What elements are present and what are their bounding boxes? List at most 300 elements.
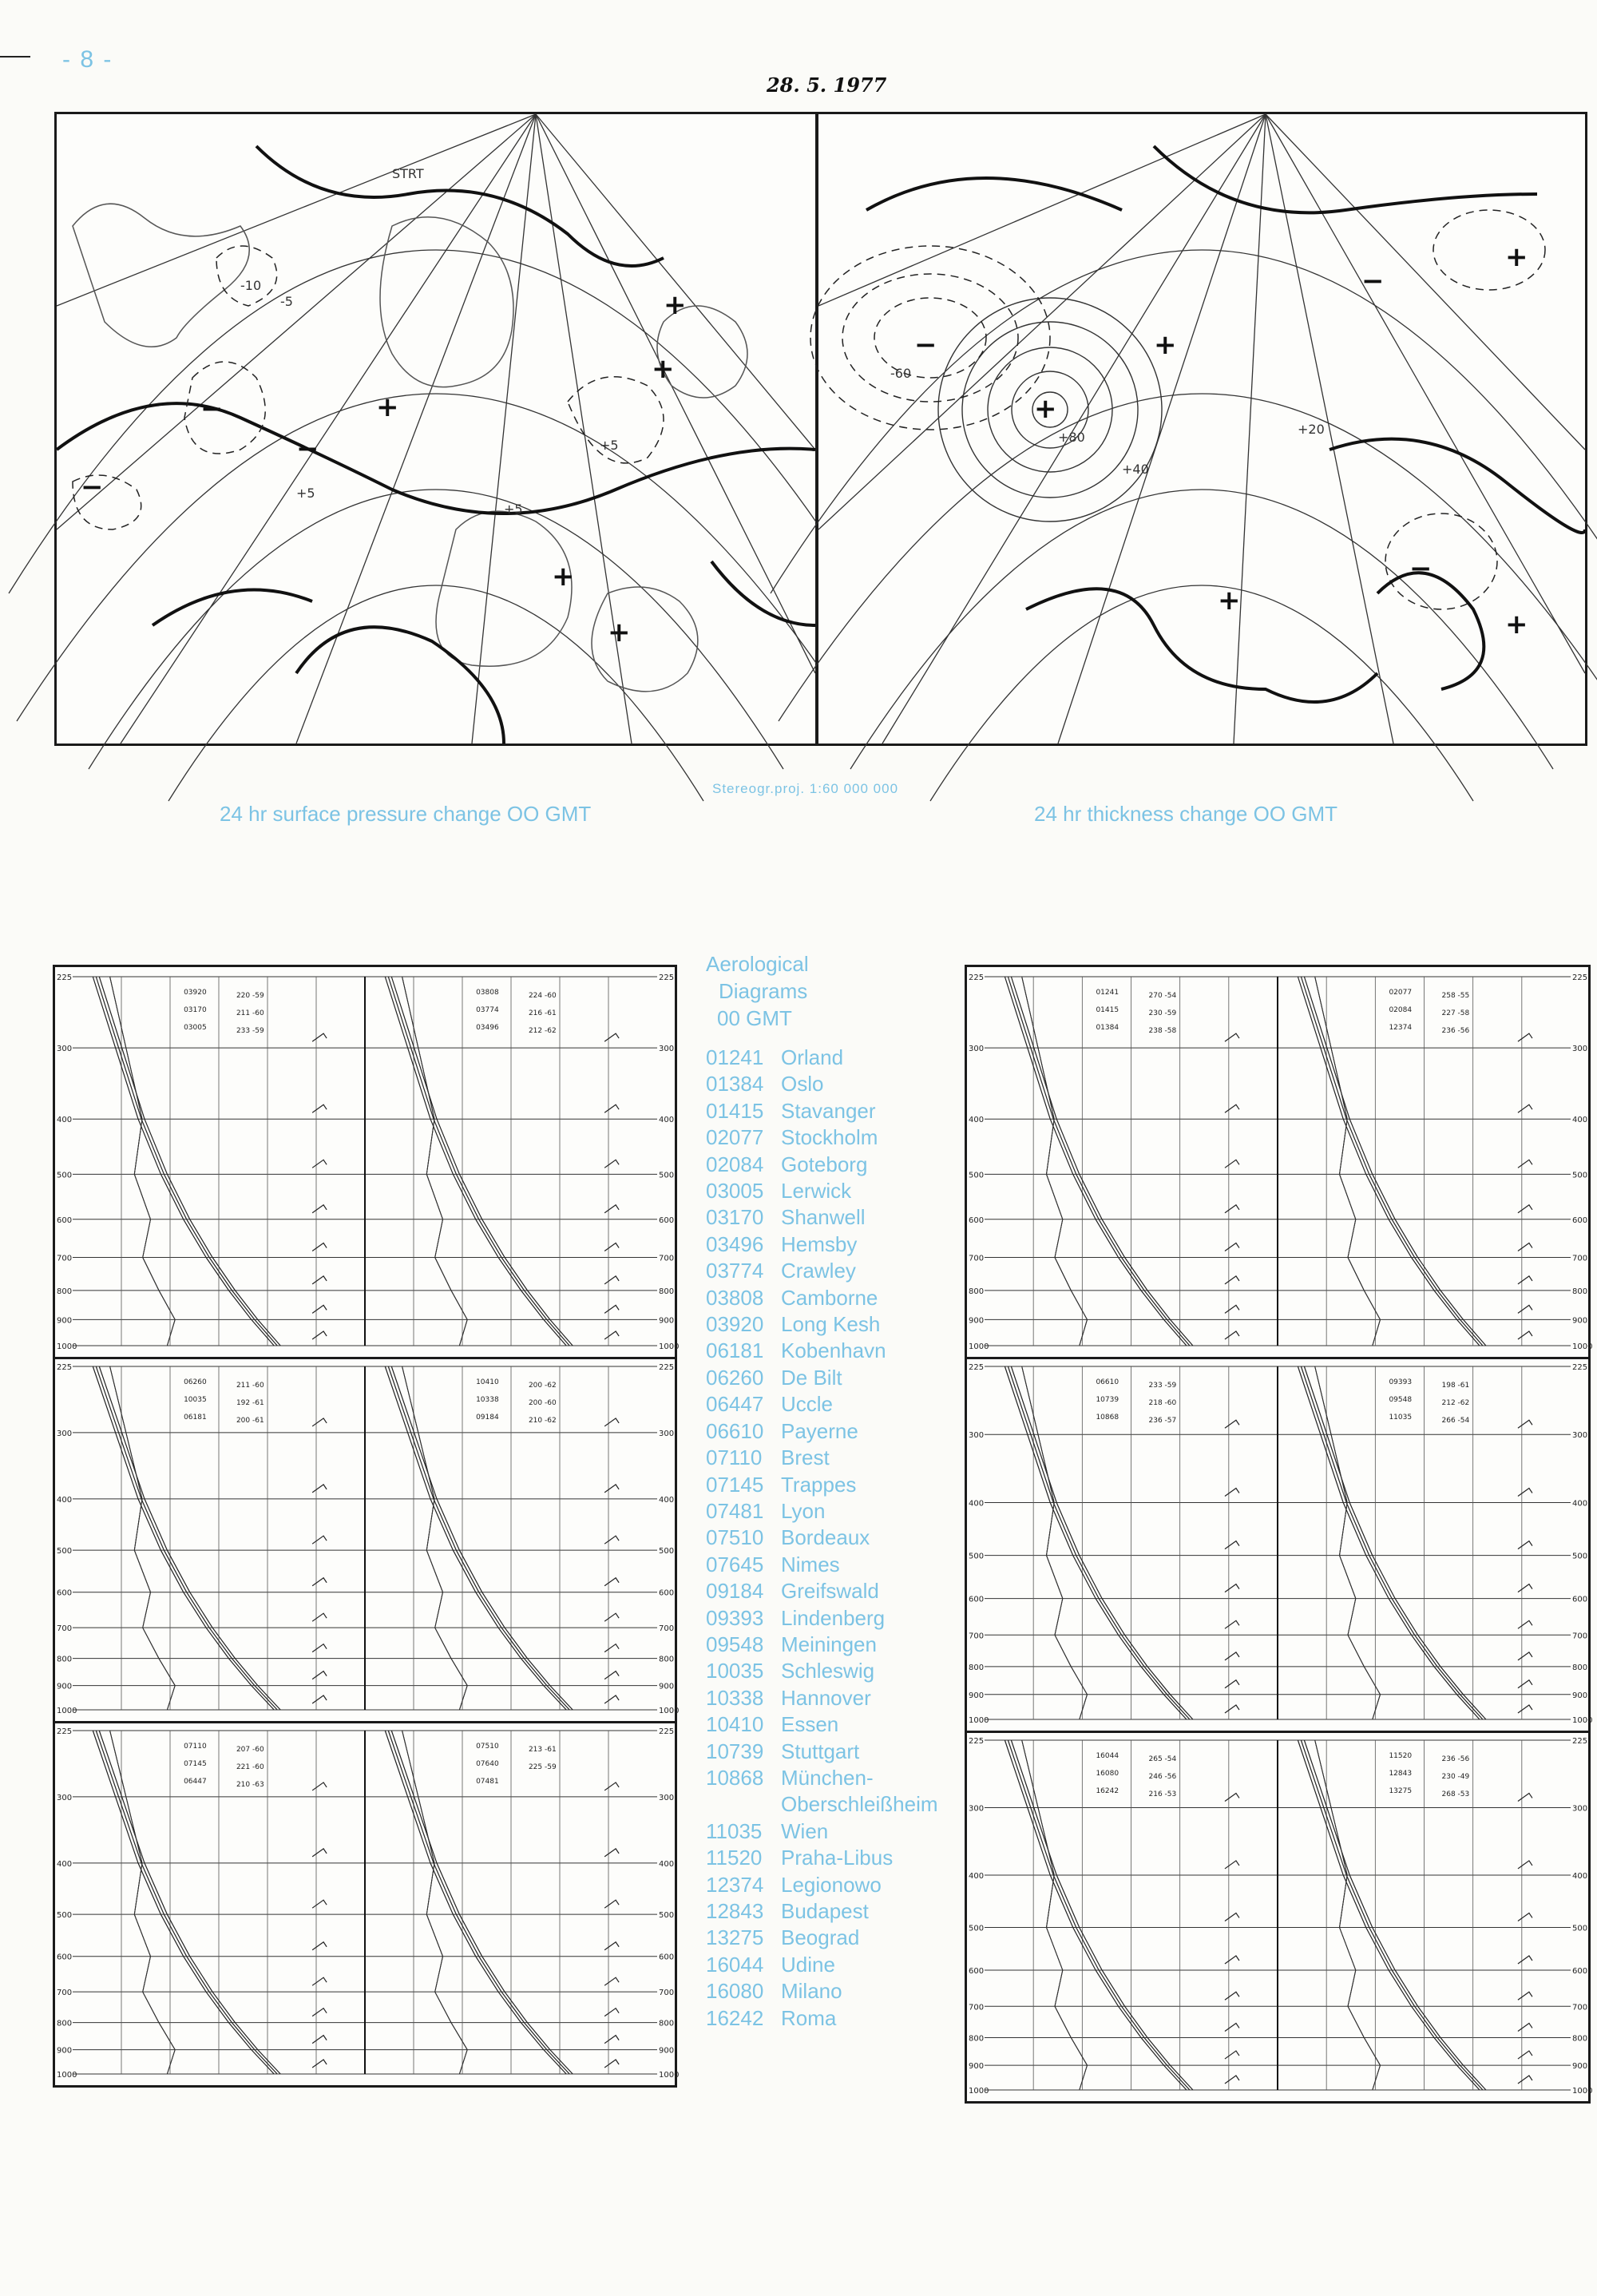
pressure-label: 500 <box>659 1911 675 1921</box>
diagram-station-code: 01384 <box>1096 1024 1119 1032</box>
pressure-label: 400 <box>1572 1499 1588 1509</box>
diagram-drawing <box>967 1357 1593 1731</box>
pressure-label: 225 <box>659 974 675 982</box>
diagram-station-code: 12843 <box>1389 1770 1413 1778</box>
diagram-station-value: 266 -54 <box>1441 1417 1470 1425</box>
station-code: 03170 <box>706 1205 764 1230</box>
wind-barb <box>1518 1205 1532 1213</box>
station-name: München- <box>781 1765 874 1790</box>
wind-barb <box>1225 1276 1239 1284</box>
pressure-label: 900 <box>57 1316 73 1326</box>
diagram-station-value: 218 -60 <box>1148 1399 1177 1407</box>
station-name: Meiningen <box>781 1632 877 1656</box>
pressure-label: 700 <box>659 1254 675 1263</box>
wind-barb <box>312 1578 327 1586</box>
map-left-drawing <box>57 114 815 744</box>
pressure-label: 900 <box>659 1682 675 1691</box>
svg-text:−: − <box>81 471 104 503</box>
station-code: 02084 <box>706 1152 764 1176</box>
wind-barb <box>1225 1680 1239 1688</box>
wind-barb <box>604 1900 619 1908</box>
wind-barb <box>1225 1420 1239 1428</box>
wind-barb <box>1518 1584 1532 1592</box>
diagram-station-value: 200 -62 <box>528 1382 557 1390</box>
wind-barb <box>1225 1033 1239 1041</box>
wind-barb <box>1518 1861 1532 1869</box>
station-entry <box>706 1765 961 1791</box>
pressure-label: 700 <box>57 1254 73 1263</box>
wind-barb <box>604 1104 619 1112</box>
station-name: Lerwick <box>781 1179 852 1204</box>
wind-barb <box>1518 1305 1532 1313</box>
diagram-station-value: 211 -60 <box>236 1382 264 1390</box>
pressure-label: 1000 <box>659 2071 680 2080</box>
station-name: Bordeaux <box>781 1525 870 1550</box>
svg-text:+: + <box>664 289 687 321</box>
pressure-label: 225 <box>57 974 73 982</box>
wind-barb <box>312 1942 327 1950</box>
svg-text:+: + <box>552 561 575 593</box>
pressure-label: 1000 <box>1572 1716 1593 1725</box>
svg-text:-5: -5 <box>280 294 293 309</box>
station-entry <box>706 1152 961 1178</box>
pressure-label: 500 <box>57 1171 73 1180</box>
pressure-label: 600 <box>659 1953 675 1962</box>
wind-barb <box>312 1243 327 1251</box>
pressure-label: 500 <box>1572 1552 1588 1561</box>
diagram-station-value: 236 -56 <box>1441 1755 1470 1763</box>
pressure-label: 700 <box>1572 1632 1588 1641</box>
wind-barb <box>1225 2051 1239 2059</box>
pressure-label: 900 <box>969 2062 985 2072</box>
diagram-station-code: 10410 <box>476 1378 499 1386</box>
station-name: Lyon <box>781 1498 826 1523</box>
diagram-station-code: 03496 <box>476 1024 499 1032</box>
pressure-label: 700 <box>659 1624 675 1634</box>
pressure-label: 1000 <box>1572 1342 1593 1351</box>
diagram-panel <box>967 967 1593 1359</box>
wind-barb <box>1518 1104 1532 1112</box>
diagram-station-code: 07145 <box>184 1760 207 1768</box>
pressure-label: 500 <box>57 1547 73 1556</box>
wind-barb <box>1225 1305 1239 1313</box>
station-name: Schleswig <box>781 1659 875 1683</box>
pressure-label: 400 <box>1572 1871 1588 1881</box>
wind-barb <box>1225 1160 1239 1168</box>
wind-barb <box>1518 1793 1532 1801</box>
station-entry <box>706 1711 961 1738</box>
pressure-label: 300 <box>57 1793 73 1802</box>
diagram-station-code: 13275 <box>1389 1787 1413 1795</box>
station-name: Brest <box>781 1445 830 1470</box>
wind-barb <box>1225 1620 1239 1628</box>
wind-barb <box>1518 2076 1532 2084</box>
diagram-panel <box>55 967 680 1359</box>
pressure-label: 225 <box>1572 1363 1588 1372</box>
diagram-station-value: 230 -49 <box>1441 1773 1470 1781</box>
wind-barb <box>312 1104 327 1112</box>
station-entry <box>706 1285 961 1311</box>
station-entry <box>706 1124 961 1151</box>
diagram-station-value: 212 -62 <box>528 1027 557 1035</box>
svg-text:−: − <box>296 433 319 465</box>
diagram-station-value: 200 -61 <box>236 1417 264 1425</box>
margin-rule <box>0 56 30 57</box>
wind-barb <box>312 1695 327 1703</box>
wind-barb <box>1518 1160 1532 1168</box>
diagram-panel <box>967 1357 1593 1733</box>
pressure-label: 1000 <box>969 1716 989 1725</box>
pressure-label: 800 <box>969 1287 985 1296</box>
pressure-label: 900 <box>1572 1691 1588 1700</box>
wind-barb <box>1518 1705 1532 1713</box>
pressure-label: 600 <box>57 1588 73 1598</box>
station-name: Kobenhavn <box>781 1338 886 1363</box>
wind-barb <box>604 1276 619 1284</box>
wind-barb <box>1225 1861 1239 1869</box>
station-entry <box>706 1365 961 1391</box>
svg-text:STRT: STRT <box>392 166 424 181</box>
diagram-station-code: 10338 <box>476 1396 499 1404</box>
station-entry <box>706 1739 961 1765</box>
pressure-label: 800 <box>1572 1663 1588 1672</box>
wind-barb <box>1518 1652 1532 1660</box>
diagram-station-code: 03005 <box>184 1024 207 1032</box>
pressure-label: 400 <box>659 1116 675 1125</box>
svg-text:+: + <box>1505 241 1528 273</box>
aerological-diagrams-left <box>53 965 680 2088</box>
diagram-station-code: 09548 <box>1389 1396 1413 1404</box>
diagram-station-code: 11035 <box>1389 1414 1413 1422</box>
pressure-label: 600 <box>659 1215 675 1225</box>
station-code: 06260 <box>706 1365 764 1390</box>
wind-barb <box>1225 1541 1239 1549</box>
pressure-label: 1000 <box>57 1342 77 1351</box>
station-code: 02077 <box>706 1125 764 1150</box>
pressure-label: 600 <box>659 1588 675 1598</box>
diagram-station-value: 246 -56 <box>1148 1773 1177 1781</box>
wind-barb <box>312 1276 327 1284</box>
diagram-station-code: 09393 <box>1389 1378 1413 1386</box>
svg-text:+40: +40 <box>1122 462 1149 477</box>
station-entry <box>706 1872 961 1898</box>
station-code: 11520 <box>706 1846 763 1870</box>
diagram-station-code: 16044 <box>1096 1752 1119 1760</box>
pressure-label: 800 <box>57 1655 73 1664</box>
wind-barb <box>312 1305 327 1313</box>
station-entry <box>706 1632 961 1658</box>
wind-barb <box>1518 1541 1532 1549</box>
surface-pressure-change-map <box>54 112 818 746</box>
pressure-label: 300 <box>57 1045 73 1054</box>
pressure-label: 225 <box>969 1737 985 1746</box>
thickness-change-map <box>816 112 1587 746</box>
station-code: 06181 <box>706 1338 764 1363</box>
wind-barb <box>604 1578 619 1586</box>
diagram-station-code: 10035 <box>184 1396 207 1404</box>
station-code: 03005 <box>706 1179 764 1204</box>
aerological-diagrams-right <box>965 965 1591 2104</box>
wind-barb <box>604 1243 619 1251</box>
pressure-label: 500 <box>1572 1171 1588 1180</box>
projection-label: Stereogr.proj. 1:60 000 000 <box>712 781 899 796</box>
wind-barb <box>1225 1584 1239 1592</box>
station-code: 09393 <box>706 1605 764 1630</box>
svg-text:−: − <box>200 393 224 425</box>
pressure-label: 600 <box>1572 1595 1588 1604</box>
diagram-drawing <box>55 1357 680 1721</box>
wind-barb <box>1518 1331 1532 1339</box>
station-entry <box>706 1845 961 1871</box>
station-code: 10410 <box>706 1712 764 1737</box>
diagram-station-value: 270 -54 <box>1148 992 1177 1000</box>
station-code: 01384 <box>706 1072 764 1096</box>
svg-text:−: − <box>1409 553 1433 585</box>
wind-barb <box>312 2009 327 2016</box>
station-code: 13275 <box>706 1925 764 1950</box>
wind-barb <box>312 1205 327 1213</box>
pressure-label: 800 <box>659 2019 675 2028</box>
station-name: Payerne <box>781 1418 858 1443</box>
pressure-label: 1000 <box>57 1707 77 1715</box>
pressure-label: 500 <box>659 1171 675 1180</box>
wind-barb <box>604 2060 619 2068</box>
station-name: Legionowo <box>781 1872 882 1897</box>
pressure-label: 800 <box>1572 2034 1588 2044</box>
pressure-label: 300 <box>1572 1045 1588 1054</box>
pressure-label: 1000 <box>659 1707 680 1715</box>
wind-barb <box>604 1160 619 1168</box>
diagram-station-code: 03774 <box>476 1006 499 1014</box>
station-entry <box>706 1978 961 2005</box>
wind-barb <box>1225 1104 1239 1112</box>
pressure-label: 1000 <box>57 2071 77 2080</box>
wind-barb <box>1518 1913 1532 1921</box>
diagram-station-value: 233 -59 <box>1148 1382 1177 1390</box>
diagram-station-value: 233 -59 <box>236 1027 264 1035</box>
wind-barb <box>312 1977 327 1985</box>
pressure-label: 400 <box>57 1495 73 1505</box>
pressure-label: 300 <box>969 1804 985 1814</box>
station-code: 11035 <box>706 1818 763 1843</box>
diagram-station-value: 225 -59 <box>528 1763 557 1771</box>
pressure-label: 800 <box>969 2034 985 2044</box>
pressure-label: 225 <box>1572 974 1588 982</box>
pressure-label: 900 <box>969 1316 985 1326</box>
pressure-label: 300 <box>1572 1804 1588 1814</box>
station-entry <box>706 1898 961 1925</box>
station-name: Roma <box>781 2005 837 2030</box>
pressure-label: 800 <box>969 1663 985 1672</box>
station-code: 07645 <box>706 1552 764 1576</box>
pressure-label: 800 <box>57 2019 73 2028</box>
station-entry <box>706 1098 961 1124</box>
map-right-drawing <box>818 114 1585 744</box>
station-code: 10868 <box>706 1765 764 1790</box>
station-code: 03920 <box>706 1312 764 1337</box>
wind-barb <box>312 2060 327 2068</box>
pressure-label: 225 <box>659 1727 675 1736</box>
diagram-station-value: 236 -56 <box>1441 1027 1470 1035</box>
station-name: Oslo <box>781 1072 824 1096</box>
svg-text:+5: +5 <box>504 502 523 517</box>
station-entry <box>706 1311 961 1338</box>
diagram-station-value: 200 -60 <box>528 1399 557 1407</box>
wind-barb <box>312 1485 327 1493</box>
wind-barb <box>604 1849 619 1857</box>
diagram-panel <box>55 1721 680 2085</box>
svg-text:+: + <box>1034 393 1057 425</box>
diagram-station-value: 230 -59 <box>1148 1009 1177 1017</box>
diagram-station-code: 03170 <box>184 1006 207 1014</box>
diagram-station-code: 07110 <box>184 1743 207 1751</box>
pressure-label: 600 <box>969 1967 985 1977</box>
station-entry <box>706 1525 961 1551</box>
diagram-station-value: 216 -53 <box>1148 1790 1177 1798</box>
wind-barb <box>604 1331 619 1339</box>
station-code: 16044 <box>706 1952 764 1977</box>
page-date: 28. 5. 1977 <box>767 73 887 97</box>
station-name: De Bilt <box>781 1365 842 1390</box>
pressure-label: 400 <box>1572 1116 1588 1125</box>
station-name: Wien <box>781 1818 829 1843</box>
pressure-label: 225 <box>57 1727 73 1736</box>
station-name: Hemsby <box>781 1231 858 1256</box>
station-code: 07510 <box>706 1525 764 1550</box>
station-entry <box>706 1418 961 1445</box>
wind-barb <box>604 1418 619 1426</box>
svg-text:+: + <box>652 353 675 385</box>
diagram-panel <box>55 1357 680 1723</box>
station-code: 01241 <box>706 1045 764 1069</box>
station-entry <box>706 1045 961 1071</box>
station-name: Praha-Libus <box>781 1846 894 1870</box>
station-entry <box>706 1658 961 1684</box>
wind-barb <box>312 1900 327 1908</box>
wind-barb <box>1518 1620 1532 1628</box>
pressure-label: 900 <box>1572 2062 1588 2072</box>
station-name-continuation: Oberschleißheim <box>781 1792 938 1817</box>
station-code: 10739 <box>706 1739 764 1763</box>
wind-barb <box>1225 2023 1239 2031</box>
pressure-label: 1000 <box>969 2087 989 2096</box>
diagram-station-value: 224 -60 <box>528 992 557 1000</box>
pressure-label: 300 <box>969 1045 985 1054</box>
station-code: 09548 <box>706 1632 764 1656</box>
station-name: Camborne <box>781 1285 878 1310</box>
svg-text:+: + <box>376 391 399 423</box>
station-entry <box>706 1605 961 1632</box>
diagram-station-value: 210 -62 <box>528 1417 557 1425</box>
station-entry <box>706 1231 961 1258</box>
pressure-label: 600 <box>57 1953 73 1962</box>
diagram-station-value: 227 -58 <box>1441 1009 1470 1017</box>
legend-title: Aerological <box>706 952 809 976</box>
pressure-label: 500 <box>1572 1924 1588 1933</box>
station-name: Crawley <box>781 1259 856 1283</box>
pressure-label: 600 <box>57 1215 73 1225</box>
station-name: Greifswald <box>781 1579 879 1604</box>
pressure-label: 900 <box>659 2046 675 2056</box>
diagram-station-value: 198 -61 <box>1441 1382 1470 1390</box>
pressure-label: 225 <box>57 1363 73 1372</box>
pressure-label: 300 <box>659 1429 675 1438</box>
pressure-label: 400 <box>659 1859 675 1869</box>
svg-text:+: + <box>608 617 631 648</box>
station-name: Milano <box>781 1979 842 2004</box>
pressure-label: 1000 <box>1572 2087 1593 2096</box>
pressure-label: 700 <box>659 1989 675 1998</box>
wind-barb <box>604 1695 619 1703</box>
wind-barb <box>604 1671 619 1679</box>
station-entry <box>706 1258 961 1284</box>
pressure-label: 600 <box>969 1215 985 1225</box>
pressure-label: 400 <box>969 1871 985 1881</box>
diagram-drawing <box>967 1731 1593 2101</box>
svg-text:+: + <box>1505 609 1528 640</box>
diagram-station-code: 16080 <box>1096 1770 1119 1778</box>
wind-barb <box>1225 1705 1239 1713</box>
wind-barb <box>604 1613 619 1621</box>
wind-barb <box>1518 2023 1532 2031</box>
station-code: 06610 <box>706 1418 764 1443</box>
diagram-station-code: 11520 <box>1389 1752 1413 1760</box>
diagram-station-code: 03808 <box>476 989 499 997</box>
diagram-station-code: 06181 <box>184 1414 207 1422</box>
diagram-station-value: 236 -57 <box>1148 1417 1177 1425</box>
pressure-label: 500 <box>969 1924 985 1933</box>
station-name: Stockholm <box>781 1125 878 1150</box>
station-code: 10338 <box>706 1685 764 1710</box>
wind-barb <box>1225 1243 1239 1251</box>
svg-text:+5: +5 <box>296 486 315 501</box>
pressure-label: 500 <box>57 1911 73 1921</box>
diagram-station-code: 12374 <box>1389 1024 1413 1032</box>
wind-barb <box>312 1782 327 1790</box>
station-entry <box>706 1338 961 1364</box>
station-name: Long Kesh <box>781 1312 881 1337</box>
station-name: Essen <box>781 1712 839 1737</box>
station-entry <box>706 2005 961 2032</box>
station-name: Udine <box>781 1952 835 1977</box>
diagram-station-code: 16242 <box>1096 1787 1119 1795</box>
diagram-station-code: 06610 <box>1096 1378 1119 1386</box>
pressure-label: 300 <box>659 1045 675 1054</box>
left-map-caption: 24 hr surface pressure change OO GMT <box>220 802 592 826</box>
pressure-label: 300 <box>659 1793 675 1802</box>
wind-barb <box>1518 2051 1532 2059</box>
pressure-label: 225 <box>969 1363 985 1372</box>
diagram-station-value: 265 -54 <box>1148 1755 1177 1763</box>
station-code: 07481 <box>706 1498 764 1523</box>
wind-barb <box>312 1160 327 1168</box>
station-list <box>706 1045 961 2032</box>
pressure-label: 600 <box>1572 1215 1588 1225</box>
station-entry <box>706 1818 961 1845</box>
pressure-label: 225 <box>1572 1737 1588 1746</box>
station-code: 12843 <box>706 1899 764 1923</box>
wind-barb <box>604 1033 619 1041</box>
diagram-station-code: 09184 <box>476 1414 499 1422</box>
station-entry <box>706 1498 961 1525</box>
diagram-station-code: 10739 <box>1096 1396 1119 1404</box>
wind-barb <box>1225 1488 1239 1496</box>
page-number: - 8 - <box>62 46 113 73</box>
wind-barb <box>1225 1793 1239 1801</box>
diagram-station-code: 01241 <box>1096 989 1119 997</box>
pressure-label: 700 <box>1572 2003 1588 2012</box>
pressure-label: 300 <box>969 1431 985 1441</box>
